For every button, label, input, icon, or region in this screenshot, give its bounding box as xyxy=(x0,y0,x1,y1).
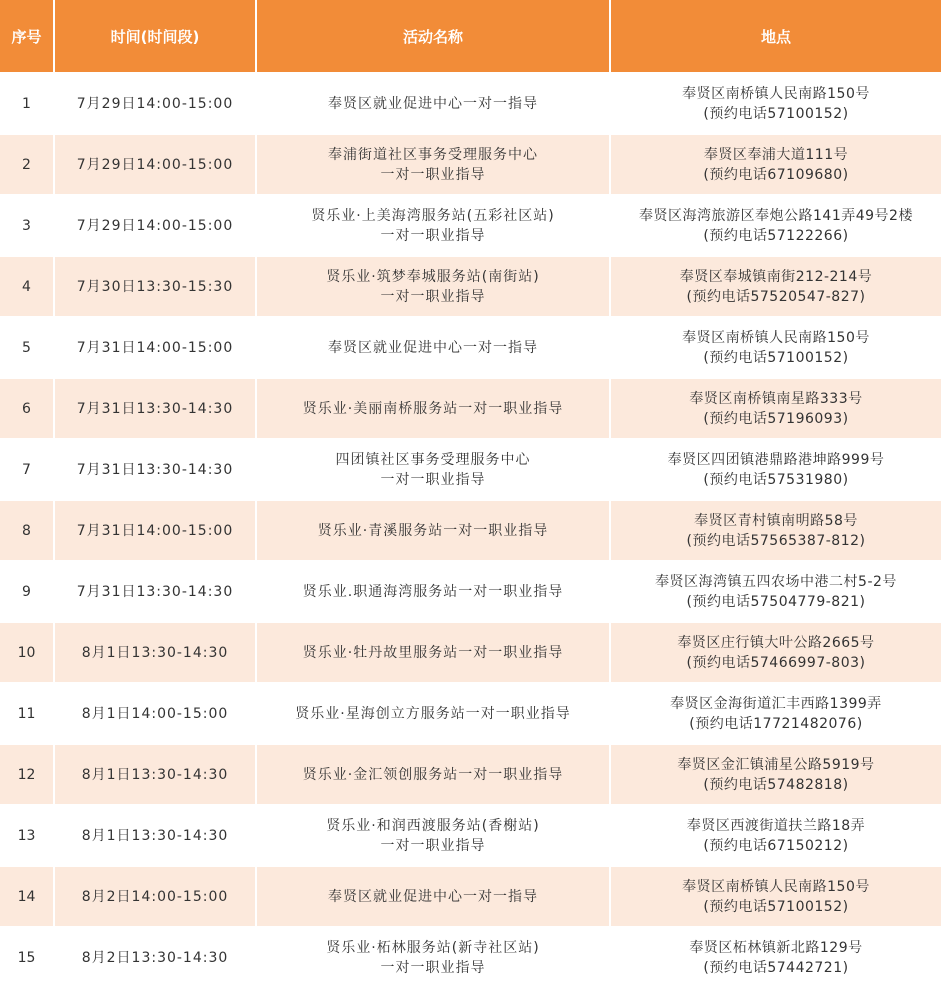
location-line: (预约电话57122266) xyxy=(703,227,849,244)
cell-activity xyxy=(256,134,610,195)
cell-index: 9 xyxy=(0,561,54,622)
activity-line: 贤乐业.职通海湾服务站一对一职业指导 xyxy=(302,583,564,600)
cell-location xyxy=(610,805,941,866)
activity-line: 贤乐业·柘林服务站(新寺社区站) xyxy=(326,939,540,956)
location-line: (预约电话57100152) xyxy=(703,105,849,122)
cell-location xyxy=(610,439,941,500)
cell-location xyxy=(610,317,941,378)
cell-index: 3 xyxy=(0,195,54,256)
activity-line: 奉贤区就业促进中心一对一指导 xyxy=(328,95,538,112)
cell-location xyxy=(610,927,941,988)
location-line: (预约电话67150212) xyxy=(703,837,849,854)
header-time: 时间(时间段) xyxy=(54,0,256,73)
location-line: (预约电话57196093) xyxy=(703,410,849,427)
location-line: (预约电话57482818) xyxy=(703,776,849,793)
cell-activity xyxy=(256,683,610,744)
cell-location xyxy=(610,73,941,134)
location-line: 奉贤区南桥镇人民南路150号 xyxy=(682,878,870,895)
activity-line: 贤乐业·上美海湾服务站(五彩社区站) xyxy=(311,207,555,224)
cell-activity xyxy=(256,195,610,256)
table-row xyxy=(0,134,941,195)
table-row xyxy=(0,744,941,805)
cell-time: 7月31日13:30-14:30 xyxy=(54,561,256,622)
cell-time: 7月29日14:00-15:00 xyxy=(54,73,256,134)
location-line: (预约电话17721482076) xyxy=(689,715,863,732)
activity-line: 一对一职业指导 xyxy=(380,959,486,976)
cell-location xyxy=(610,866,941,927)
location-line: (预约电话57100152) xyxy=(703,898,849,915)
cell-activity xyxy=(256,378,610,439)
table-row xyxy=(0,317,941,378)
activity-line: 贤乐业·牡丹故里服务站一对一职业指导 xyxy=(302,644,564,661)
activity-line: 四团镇社区事务受理服务中心 xyxy=(335,451,531,468)
table-row xyxy=(0,195,941,256)
activity-line: 贤乐业·美丽南桥服务站一对一职业指导 xyxy=(302,400,564,417)
location-line: 奉贤区金汇镇浦星公路5919号 xyxy=(677,756,875,773)
cell-activity xyxy=(256,317,610,378)
cell-index: 6 xyxy=(0,378,54,439)
cell-index: 14 xyxy=(0,866,54,927)
table-row xyxy=(0,378,941,439)
activity-line: 奉贤区就业促进中心一对一指导 xyxy=(328,339,538,356)
activity-line: 贤乐业·青溪服务站一对一职业指导 xyxy=(317,522,549,539)
cell-index: 4 xyxy=(0,256,54,317)
activity-line: 一对一职业指导 xyxy=(380,166,486,183)
location-line: (预约电话57520547-827) xyxy=(686,288,866,305)
activity-line: 一对一职业指导 xyxy=(380,471,486,488)
location-line: 奉贤区青村镇南明路58号 xyxy=(694,512,858,529)
location-line: 奉贤区奉浦大道111号 xyxy=(703,146,849,163)
cell-time: 8月1日13:30-14:30 xyxy=(54,744,256,805)
location-line: 奉贤区庄行镇大叶公路2665号 xyxy=(677,634,875,651)
location-line: (预约电话57442721) xyxy=(703,959,849,976)
cell-location xyxy=(610,378,941,439)
cell-activity xyxy=(256,866,610,927)
table-row xyxy=(0,866,941,927)
location-line: (预约电话67109680) xyxy=(703,166,849,183)
cell-activity xyxy=(256,439,610,500)
activity-line: 奉贤区就业促进中心一对一指导 xyxy=(328,888,538,905)
cell-index: 7 xyxy=(0,439,54,500)
cell-index: 5 xyxy=(0,317,54,378)
cell-location xyxy=(610,500,941,561)
location-line: 奉贤区西渡街道扶兰路18弄 xyxy=(686,817,866,834)
table-row xyxy=(0,439,941,500)
location-line: 奉贤区奉城镇南街212-214号 xyxy=(679,268,873,285)
cell-location xyxy=(610,561,941,622)
activity-line: 贤乐业·筑梦奉城服务站(南街站) xyxy=(326,268,540,285)
table-row xyxy=(0,73,941,134)
cell-index: 2 xyxy=(0,134,54,195)
cell-activity xyxy=(256,744,610,805)
cell-activity xyxy=(256,805,610,866)
location-line: 奉贤区海湾镇五四农场中港二村5-2号 xyxy=(655,573,897,590)
location-line: 奉贤区海湾旅游区奉炮公路141弄49号2楼 xyxy=(639,207,913,224)
cell-time: 8月1日13:30-14:30 xyxy=(54,622,256,683)
cell-location xyxy=(610,744,941,805)
table-header-row xyxy=(0,0,941,73)
cell-activity xyxy=(256,256,610,317)
cell-index: 13 xyxy=(0,805,54,866)
location-line: (预约电话57466997-803) xyxy=(686,654,866,671)
activity-line: 贤乐业·星海创立方服务站一对一职业指导 xyxy=(295,705,571,722)
location-line: 奉贤区金海街道汇丰西路1399弄 xyxy=(670,695,882,712)
cell-index: 8 xyxy=(0,500,54,561)
table-row xyxy=(0,927,941,988)
activity-line: 奉浦街道社区事务受理服务中心 xyxy=(328,146,538,163)
cell-location xyxy=(610,134,941,195)
activity-line: 一对一职业指导 xyxy=(380,288,486,305)
cell-time: 8月1日13:30-14:30 xyxy=(54,805,256,866)
table-body xyxy=(0,73,941,988)
cell-location xyxy=(610,195,941,256)
cell-location xyxy=(610,256,941,317)
header-index: 序号 xyxy=(0,0,54,73)
location-line: 奉贤区四团镇港鼎路港坤路999号 xyxy=(667,451,885,468)
cell-time: 7月31日13:30-14:30 xyxy=(54,439,256,500)
cell-index: 15 xyxy=(0,927,54,988)
cell-index: 10 xyxy=(0,622,54,683)
location-line: (预约电话57565387-812) xyxy=(686,532,866,549)
cell-index: 11 xyxy=(0,683,54,744)
cell-time: 7月29日14:00-15:00 xyxy=(54,195,256,256)
location-line: (预约电话57504779-821) xyxy=(686,593,866,610)
table-row xyxy=(0,805,941,866)
cell-activity xyxy=(256,561,610,622)
cell-index: 12 xyxy=(0,744,54,805)
activity-line: 贤乐业·和润西渡服务站(香榭站) xyxy=(326,817,540,834)
cell-time: 7月31日13:30-14:30 xyxy=(54,378,256,439)
cell-time: 7月30日13:30-15:30 xyxy=(54,256,256,317)
table-row xyxy=(0,622,941,683)
cell-time: 8月2日14:00-15:00 xyxy=(54,866,256,927)
activity-line: 一对一职业指导 xyxy=(380,227,486,244)
cell-time: 8月2日13:30-14:30 xyxy=(54,927,256,988)
cell-location xyxy=(610,683,941,744)
cell-index: 1 xyxy=(0,73,54,134)
location-line: 奉贤区柘林镇新北路129号 xyxy=(689,939,863,956)
table-row xyxy=(0,256,941,317)
table-row xyxy=(0,561,941,622)
cell-activity xyxy=(256,73,610,134)
table-row xyxy=(0,683,941,744)
header-location: 地点 xyxy=(610,0,941,73)
location-line: (预约电话57100152) xyxy=(703,349,849,366)
cell-location xyxy=(610,622,941,683)
cell-activity xyxy=(256,622,610,683)
cell-time: 8月1日14:00-15:00 xyxy=(54,683,256,744)
activity-line: 一对一职业指导 xyxy=(380,837,486,854)
location-line: 奉贤区南桥镇人民南路150号 xyxy=(682,85,870,102)
activity-line: 贤乐业·金汇领创服务站一对一职业指导 xyxy=(302,766,564,783)
table-row xyxy=(0,500,941,561)
cell-time: 7月29日14:00-15:00 xyxy=(54,134,256,195)
location-line: (预约电话57531980) xyxy=(703,471,849,488)
cell-activity xyxy=(256,500,610,561)
cell-time: 7月31日14:00-15:00 xyxy=(54,500,256,561)
cell-activity xyxy=(256,927,610,988)
location-line: 奉贤区南桥镇人民南路150号 xyxy=(682,329,870,346)
cell-time: 7月31日14:00-15:00 xyxy=(54,317,256,378)
location-line: 奉贤区南桥镇南星路333号 xyxy=(689,390,863,407)
header-activity: 活动名称 xyxy=(256,0,610,73)
